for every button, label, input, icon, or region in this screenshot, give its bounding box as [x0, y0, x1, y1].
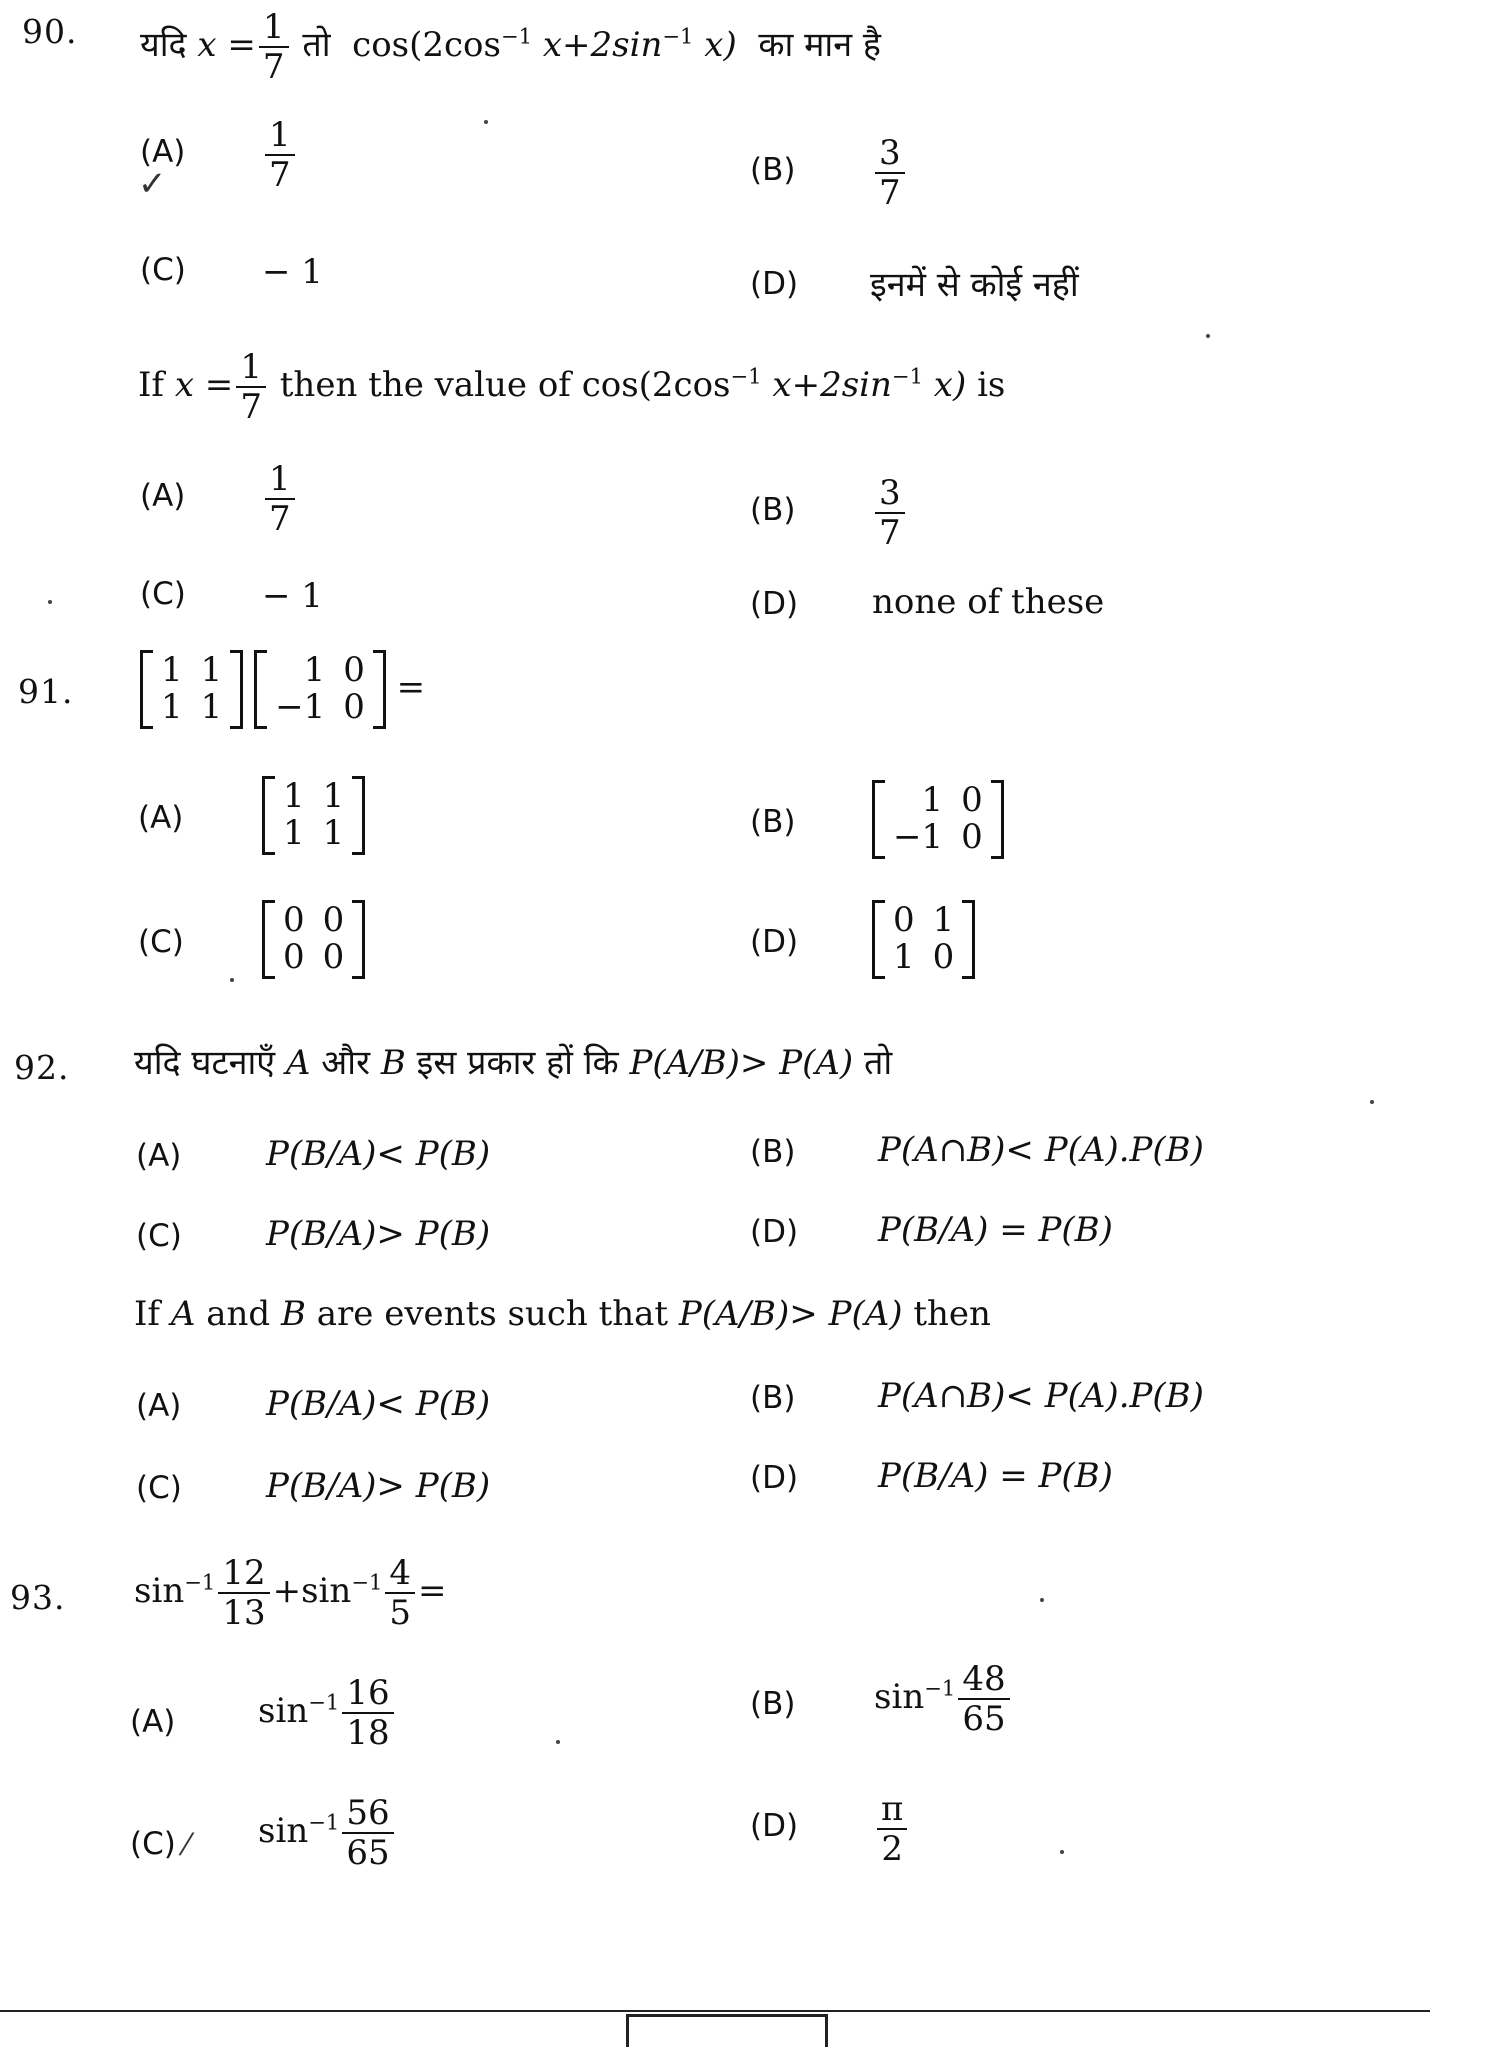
q90-hi-option-a-value[interactable]: [262, 115, 298, 195]
q93-option-b-value[interactable]: [874, 1659, 1013, 1739]
q90-hi-option-c-label[interactable]: (C): [140, 252, 186, 288]
q90-hindi-expr-c: x): [693, 25, 737, 65]
matrix-cell: 0: [961, 817, 983, 858]
q90-en-frac-num: 1: [236, 350, 266, 388]
q93-d-den: 2: [881, 1829, 903, 1869]
q92-en-if: If: [134, 1294, 161, 1334]
matrix-cell: 1: [161, 650, 183, 690]
q93-b-sin: sin: [874, 1677, 925, 1717]
q92-en-event-b: B: [280, 1294, 306, 1334]
matrix-cell: 0: [283, 900, 305, 940]
scan-speck: [1370, 1100, 1374, 1104]
q92-hi-condition: P(A/B)> P(A): [629, 1043, 854, 1083]
q92-hindi-question: [134, 1038, 892, 1084]
q93-frac1-num: 12: [218, 1556, 269, 1594]
matrix-cell: 0: [893, 900, 915, 940]
q92-hi-option-c-value[interactable]: P(B/A)> P(B): [266, 1214, 491, 1254]
q90-hindi-fraction: [259, 7, 289, 87]
q90-hindi-frac-num: 1: [259, 10, 289, 48]
q90-hi-option-a-label[interactable]: (A): [140, 134, 186, 170]
q90-hi-b-num: 3: [875, 136, 905, 174]
q90-hindi-yadi: यदि: [140, 25, 187, 65]
q90-en-sup1: −1: [730, 363, 762, 389]
checkmark-icon: ⁄: [184, 1828, 190, 1863]
scan-speck: [1206, 334, 1210, 338]
q93-option-a-value[interactable]: [258, 1673, 397, 1753]
q93-option-c-label[interactable]: (C): [130, 1826, 176, 1862]
scan-speck: [484, 120, 488, 124]
q93-c-sin: sin: [258, 1811, 309, 1851]
scan-speck: [230, 978, 234, 982]
q92-hi-event-b: B: [380, 1043, 406, 1083]
q90-hi-option-d-value[interactable]: इनमें से कोई नहीं: [870, 265, 1079, 305]
matrix-cell: 1: [303, 650, 326, 690]
q90-en-expr-b: x+2sin: [761, 365, 892, 405]
matrix-cell: 1: [322, 813, 345, 854]
q93-a-num: 16: [342, 1676, 393, 1714]
q90-hi-a-den: 7: [269, 155, 291, 195]
q90-en-option-d-label[interactable]: (D): [750, 586, 799, 622]
q92-hi-aur: और: [321, 1043, 370, 1083]
q93-option-c-value[interactable]: [258, 1793, 397, 1873]
q90-hindi-to: तो: [302, 25, 331, 65]
q90-hi-option-d-label[interactable]: (D): [750, 266, 799, 302]
q93-sup-2: −1: [351, 1569, 383, 1595]
matrix-cell: 1: [161, 687, 183, 728]
q90-hindi-sup1: −1: [500, 23, 533, 49]
q92-hi-option-c-label[interactable]: (C): [136, 1218, 182, 1254]
q90-en-if: If: [138, 365, 165, 405]
q90-en-mid: then the value of: [279, 365, 571, 405]
q92-hi-text-a: यदि घटनाएँ: [134, 1043, 276, 1083]
q93-question: [134, 1553, 447, 1633]
scan-speck: [1060, 1850, 1064, 1854]
q92-hi-option-d-label[interactable]: (D): [750, 1214, 799, 1250]
matrix-cell: 1: [200, 650, 223, 690]
matrix-cell: −1: [275, 687, 326, 728]
q92-hi-text-b: इस प्रकार हों कि: [416, 1043, 619, 1083]
q91-option-c-label[interactable]: (C): [138, 924, 184, 960]
q93-option-a-label[interactable]: (A): [130, 1704, 176, 1740]
q93-sin-1: sin: [134, 1571, 185, 1611]
q93-equals: =: [418, 1571, 447, 1611]
q90-hi-option-b-label[interactable]: (B): [750, 152, 796, 188]
q93-b-num: 48: [958, 1662, 1009, 1700]
q93-frac2-den: 5: [389, 1593, 412, 1633]
q90-en-expr-c: x): [923, 365, 967, 405]
q92-en-option-d-value[interactable]: P(B/A) = P(B): [878, 1456, 1113, 1496]
q93-a-sup: −1: [308, 1689, 340, 1715]
q93-a-sin: sin: [258, 1691, 309, 1731]
q90-en-option-c-value[interactable]: − 1: [262, 576, 323, 616]
q91-option-b-value[interactable]: [872, 780, 1004, 859]
q92-en-condition: P(A/B)> P(A): [678, 1294, 903, 1334]
q92-hi-option-a-label[interactable]: (A): [136, 1138, 182, 1174]
q90-hindi-expr-b: x+2sin: [532, 25, 663, 65]
question-number-93: 93.: [10, 1578, 66, 1617]
matrix-cell: 0: [322, 900, 345, 940]
q90-english-question: [138, 347, 1006, 427]
checkmark-icon: ✓: [138, 164, 167, 204]
q90-hi-a-num: 1: [265, 118, 295, 156]
q93-c-num: 56: [342, 1796, 393, 1834]
q90-en-fraction: [236, 347, 266, 427]
q91-option-a-value[interactable]: [262, 776, 365, 855]
q93-sin-2: sin: [301, 1571, 352, 1611]
matrix-cell: 0: [343, 650, 365, 690]
matrix-cell: 0: [961, 780, 983, 820]
q90-en-a-num: 1: [265, 462, 295, 500]
q92-en-option-a-value[interactable]: P(B/A)< P(B): [266, 1384, 491, 1424]
q93-d-num: π: [877, 1792, 907, 1830]
matrix-cell: 1: [932, 900, 955, 940]
q91-option-b-label[interactable]: (B): [750, 804, 796, 840]
q92-en-option-d-label[interactable]: (D): [750, 1460, 799, 1496]
q90-hindi-tail: का मान है: [758, 25, 881, 65]
matrix-cell: 0: [932, 937, 955, 978]
q90-en-tail: is: [977, 365, 1006, 405]
q92-en-then: then: [913, 1294, 991, 1334]
q90-hindi-sup2: −1: [662, 23, 694, 49]
q93-frac1-den: 13: [222, 1593, 266, 1633]
q92-hi-option-a-value[interactable]: P(B/A)< P(B): [266, 1134, 491, 1174]
q92-en-option-c-label[interactable]: (C): [136, 1470, 182, 1506]
matrix-cell: 1: [283, 813, 305, 854]
q92-en-text: are events such that: [316, 1294, 669, 1334]
q90-en-b-den: 7: [879, 513, 901, 553]
matrix-cell: 0: [283, 937, 305, 978]
q93-frac2-num: 4: [385, 1556, 415, 1594]
scan-speck: [556, 1740, 560, 1744]
q93-plus: +: [272, 1571, 302, 1611]
q92-hi-option-d-value[interactable]: P(B/A) = P(B): [878, 1210, 1113, 1250]
q90-hindi-frac-den: 7: [262, 47, 285, 87]
q92-en-option-a-label[interactable]: (A): [136, 1388, 182, 1424]
q93-c-den: 65: [346, 1833, 390, 1873]
q90-hi-b-den: 7: [879, 173, 901, 213]
q92-en-option-b-value[interactable]: P(A∩B)< P(A).P(B): [878, 1376, 1204, 1416]
matrix-cell: 1: [200, 687, 223, 728]
scan-speck: [1040, 1598, 1044, 1602]
q91-option-d-value[interactable]: [872, 900, 975, 979]
question-number-91: 91.: [18, 672, 74, 711]
footer-code-box: [626, 2014, 828, 2047]
q90-en-a-den: 7: [269, 499, 291, 539]
q92-hi-option-b-label[interactable]: (B): [750, 1134, 796, 1170]
q92-en-and: and: [206, 1294, 271, 1334]
q92-english-question: [134, 1294, 991, 1334]
matrix-cell: 1: [322, 776, 345, 816]
q90-en-expr-a: cos(2cos: [581, 365, 731, 405]
q93-option-d-label[interactable]: (D): [750, 1808, 799, 1844]
q90-en-option-b-value[interactable]: [872, 473, 908, 553]
matrix-cell: −1: [893, 817, 944, 858]
q93-b-sup: −1: [924, 1675, 956, 1701]
q92-hi-event-a: A: [285, 1043, 311, 1083]
q91-equals: =: [396, 667, 426, 708]
q90-en-frac-den: 7: [240, 387, 262, 427]
q90-hi-option-b-value[interactable]: [872, 133, 908, 213]
q93-c-sup: −1: [308, 1809, 340, 1835]
matrix-cell: 1: [283, 776, 305, 816]
q93-sup-1: −1: [184, 1569, 216, 1595]
q92-hi-option-b-value[interactable]: P(A∩B)< P(A).P(B): [878, 1130, 1204, 1170]
q91-option-c-value[interactable]: [262, 900, 365, 979]
q91-option-d-label[interactable]: (D): [750, 924, 799, 960]
q93-option-b-label[interactable]: (B): [750, 1686, 796, 1722]
q93-b-den: 65: [962, 1699, 1006, 1739]
q90-hindi-expr-a: cos(2cos: [352, 25, 501, 65]
q90-hindi-question: [140, 7, 881, 87]
q91-matrix-1: [140, 650, 243, 729]
q93-option-d-value[interactable]: [874, 1789, 910, 1869]
q91-matrix-2: [254, 650, 386, 729]
q92-hi-to: तो: [863, 1043, 893, 1083]
q90-en-option-a-label[interactable]: (A): [140, 478, 186, 514]
matrix-cell: 0: [322, 937, 345, 978]
q90-hi-option-c-value[interactable]: − 1: [262, 252, 323, 292]
scan-speck: [48, 600, 52, 604]
q90-en-b-num: 3: [875, 476, 905, 514]
matrix-cell: 0: [343, 687, 365, 728]
q90-en-option-c-label[interactable]: (C): [140, 576, 186, 612]
question-number-92: 92.: [14, 1048, 70, 1087]
q90-en-option-b-label[interactable]: (B): [750, 492, 796, 528]
q91-question: [140, 650, 425, 729]
q90-en-option-d-value[interactable]: none of these: [872, 582, 1105, 622]
matrix-cell: 1: [893, 937, 915, 978]
matrix-cell: 1: [921, 780, 944, 820]
q92-en-event-a: A: [170, 1294, 196, 1334]
question-number-90: 90.: [22, 12, 78, 51]
q92-en-option-c-value[interactable]: P(B/A)> P(B): [266, 1466, 491, 1506]
q93-a-den: 18: [346, 1713, 390, 1753]
q92-en-option-b-label[interactable]: (B): [750, 1380, 796, 1416]
q90-hindi-x: x =: [197, 25, 256, 65]
q90-en-option-a-value[interactable]: [262, 459, 298, 539]
footer-rule: [0, 2010, 1430, 2012]
q91-option-a-label[interactable]: (A): [138, 800, 184, 836]
q90-en-sup2: −1: [891, 363, 923, 389]
q90-en-x: x =: [174, 365, 234, 405]
